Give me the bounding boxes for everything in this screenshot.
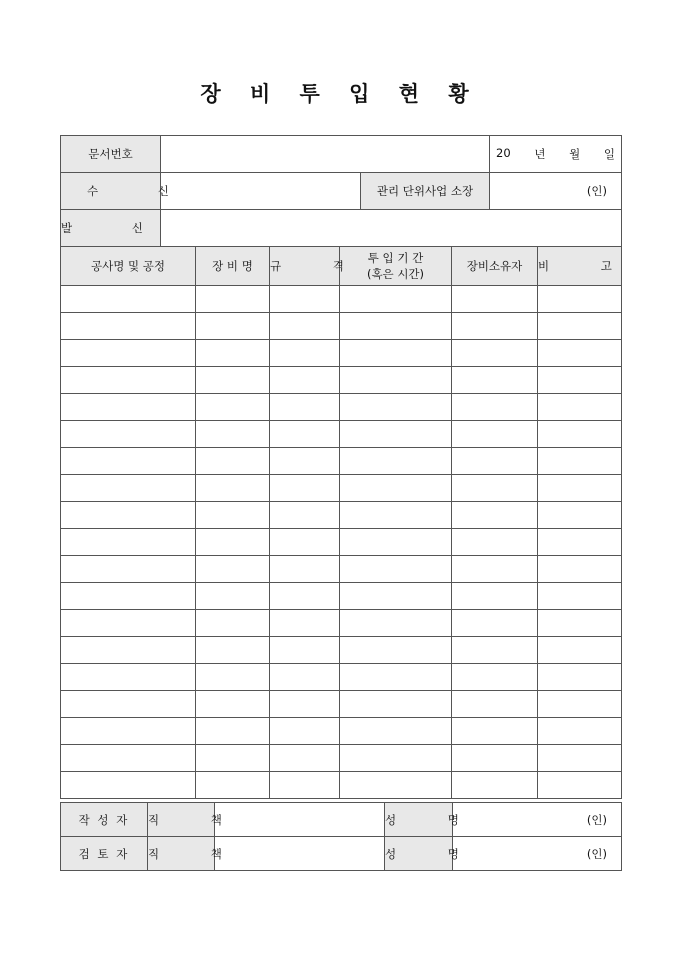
cell-remarks[interactable] — [538, 745, 622, 772]
cell-owner[interactable] — [452, 286, 538, 313]
cell-work[interactable] — [61, 691, 196, 718]
cell-spec[interactable] — [270, 691, 340, 718]
cell-remarks[interactable] — [538, 772, 622, 799]
cell-work[interactable] — [61, 529, 196, 556]
cell-period[interactable] — [340, 610, 452, 637]
cell-period[interactable] — [340, 583, 452, 610]
col-work: 공사명 및 공정 — [61, 247, 196, 286]
cell-work[interactable] — [61, 475, 196, 502]
cell-spec[interactable] — [270, 529, 340, 556]
cell-owner[interactable] — [452, 664, 538, 691]
writer-position-label — [148, 803, 246, 837]
cell-owner[interactable] — [452, 637, 538, 664]
cell-period[interactable] — [340, 502, 452, 529]
cell-period[interactable] — [340, 394, 452, 421]
cell-spec[interactable] — [270, 448, 340, 475]
reviewer-name-text: 성 명 — [385, 846, 483, 861]
cell-equipment[interactable] — [196, 583, 270, 610]
cell-spec[interactable] — [270, 745, 340, 772]
cell-remarks[interactable] — [538, 421, 622, 448]
cell-period[interactable] — [340, 664, 452, 691]
equipment-table-header — [61, 247, 622, 286]
cell-equipment[interactable] — [196, 529, 270, 556]
cell-remarks[interactable] — [538, 340, 622, 367]
date-year-unit: 년 — [534, 147, 546, 161]
cell-remarks[interactable] — [538, 637, 622, 664]
cell-remarks[interactable] — [538, 502, 622, 529]
table-row — [61, 718, 622, 745]
cell-spec[interactable] — [270, 421, 340, 448]
send-field[interactable] — [161, 210, 622, 247]
cell-equipment[interactable] — [196, 367, 270, 394]
cell-owner[interactable] — [452, 718, 538, 745]
cell-spec[interactable] — [270, 475, 340, 502]
cell-period[interactable] — [340, 313, 452, 340]
cell-equipment[interactable] — [196, 286, 270, 313]
cell-spec[interactable] — [270, 394, 340, 421]
date-month-unit: 월 — [569, 147, 581, 161]
writer-name-text: 성 명 — [385, 812, 483, 827]
table-row — [61, 637, 622, 664]
date-field[interactable] — [490, 136, 622, 173]
cell-owner[interactable] — [452, 448, 538, 475]
cell-remarks[interactable] — [538, 610, 622, 637]
cell-work[interactable] — [61, 448, 196, 475]
table-row — [61, 394, 622, 421]
cell-equipment[interactable] — [196, 610, 270, 637]
cell-work[interactable] — [61, 313, 196, 340]
table-row — [61, 448, 622, 475]
send-row — [61, 210, 622, 247]
cell-owner[interactable] — [452, 367, 538, 394]
cell-remarks[interactable] — [538, 394, 622, 421]
date-year: 20 — [496, 146, 511, 160]
cell-period[interactable] — [340, 745, 452, 772]
cell-remarks[interactable] — [538, 448, 622, 475]
col-spec — [270, 247, 368, 286]
cell-work[interactable] — [61, 718, 196, 745]
cell-work[interactable] — [61, 610, 196, 637]
cell-equipment[interactable] — [196, 502, 270, 529]
cell-work[interactable] — [61, 583, 196, 610]
cell-equipment[interactable] — [196, 556, 270, 583]
cell-owner[interactable] — [452, 745, 538, 772]
cell-equipment[interactable] — [196, 421, 270, 448]
cell-period[interactable] — [340, 691, 452, 718]
cell-work[interactable] — [61, 772, 196, 799]
cell-period[interactable] — [340, 637, 452, 664]
reviewer-position-text: 직 책 — [148, 846, 246, 861]
doc-number-label: 문서번호 — [61, 136, 161, 173]
date-day-unit: 일 — [603, 147, 615, 161]
cell-equipment[interactable] — [196, 637, 270, 664]
cell-spec[interactable] — [270, 664, 340, 691]
cell-work[interactable] — [61, 394, 196, 421]
cell-equipment[interactable] — [196, 475, 270, 502]
cell-equipment[interactable] — [196, 313, 270, 340]
cell-owner[interactable] — [452, 475, 538, 502]
cell-work[interactable] — [61, 286, 196, 313]
cell-remarks[interactable] — [538, 664, 622, 691]
table-row — [61, 772, 622, 799]
cell-owner[interactable] — [452, 610, 538, 637]
cell-spec[interactable] — [270, 286, 340, 313]
cell-remarks[interactable] — [538, 367, 622, 394]
cell-period[interactable] — [340, 529, 452, 556]
cell-period[interactable] — [340, 772, 452, 799]
cell-period[interactable] — [340, 475, 452, 502]
table-row — [61, 610, 622, 637]
writer-row — [61, 803, 622, 837]
cell-equipment[interactable] — [196, 745, 270, 772]
writer-position-text: 직 책 — [148, 812, 246, 827]
cell-work[interactable] — [61, 421, 196, 448]
cell-remarks[interactable] — [538, 475, 622, 502]
cell-owner[interactable] — [452, 394, 538, 421]
table-row — [61, 286, 622, 313]
cell-work[interactable] — [61, 556, 196, 583]
cell-equipment[interactable] — [196, 340, 270, 367]
col-remarks-text: 비 고 — [538, 259, 636, 273]
cell-spec[interactable] — [270, 610, 340, 637]
receive-row — [61, 173, 622, 210]
cell-remarks[interactable] — [538, 313, 622, 340]
table-row — [61, 745, 622, 772]
cell-owner[interactable] — [452, 340, 538, 367]
equipment-rows — [61, 286, 622, 799]
cell-remarks[interactable] — [538, 718, 622, 745]
cell-owner[interactable] — [452, 772, 538, 799]
cell-spec[interactable] — [270, 772, 340, 799]
document-header-table — [60, 135, 622, 247]
cell-owner[interactable] — [452, 556, 538, 583]
equipment-table — [60, 246, 636, 799]
cell-equipment[interactable] — [196, 772, 270, 799]
cell-period[interactable] — [340, 448, 452, 475]
send-label-text: 발 신 — [61, 221, 171, 235]
cell-period[interactable] — [340, 367, 452, 394]
cell-remarks[interactable] — [538, 556, 622, 583]
receive-label-text: 수 신 — [87, 184, 197, 198]
table-row — [61, 664, 622, 691]
table-row — [61, 502, 622, 529]
col-period-line1: 투 입 기 간 — [367, 251, 424, 265]
reviewer-name-label — [385, 837, 483, 871]
cell-remarks[interactable] — [538, 529, 622, 556]
cell-equipment[interactable] — [196, 394, 270, 421]
cell-period[interactable] — [340, 556, 452, 583]
table-row — [61, 583, 622, 610]
writer-name-label — [385, 803, 483, 837]
cell-spec[interactable] — [270, 367, 340, 394]
table-row — [61, 529, 622, 556]
cell-work[interactable] — [61, 502, 196, 529]
cell-equipment[interactable] — [196, 718, 270, 745]
cell-remarks[interactable] — [538, 286, 622, 313]
cell-spec[interactable] — [270, 556, 340, 583]
cell-equipment[interactable] — [196, 664, 270, 691]
cell-owner[interactable] — [452, 691, 538, 718]
cell-spec[interactable] — [270, 637, 340, 664]
cell-remarks[interactable] — [538, 583, 622, 610]
manager-seal-field[interactable] — [490, 173, 622, 210]
reviewer-row — [61, 837, 622, 871]
cell-work[interactable] — [61, 367, 196, 394]
cell-spec[interactable] — [270, 313, 340, 340]
col-owner: 장비소유자 — [452, 247, 538, 286]
cell-equipment[interactable] — [196, 691, 270, 718]
cell-period[interactable] — [340, 286, 452, 313]
reviewer-position-label — [148, 837, 246, 871]
table-row — [61, 556, 622, 583]
cell-owner[interactable] — [452, 502, 538, 529]
cell-owner[interactable] — [452, 313, 538, 340]
cell-spec[interactable] — [270, 718, 340, 745]
col-equipment: 장 비 명 — [196, 247, 270, 286]
writer-label: 작 성 자 — [61, 803, 148, 837]
cell-remarks[interactable] — [538, 691, 622, 718]
cell-owner[interactable] — [452, 583, 538, 610]
table-row — [61, 475, 622, 502]
reviewer-seal-mark: (인) — [586, 846, 607, 861]
cell-owner[interactable] — [452, 421, 538, 448]
receive-label — [61, 173, 197, 210]
doc-number-field[interactable] — [161, 136, 490, 173]
page-title: 장 비 투 입 현 황 — [200, 81, 480, 106]
cell-period[interactable] — [340, 340, 452, 367]
cell-period[interactable] — [340, 718, 452, 745]
table-row — [61, 367, 622, 394]
table-row — [61, 421, 622, 448]
cell-period[interactable] — [340, 421, 452, 448]
cell-spec[interactable] — [270, 340, 340, 367]
table-row — [61, 691, 622, 718]
cell-work[interactable] — [61, 637, 196, 664]
reviewer-label: 검 토 자 — [61, 837, 148, 871]
doc-number-row — [61, 136, 622, 173]
cell-spec[interactable] — [270, 583, 340, 610]
table-row — [61, 313, 622, 340]
send-label — [61, 210, 171, 247]
seal-mark: (인) — [586, 184, 607, 198]
writer-seal-mark: (인) — [586, 812, 607, 827]
cell-owner[interactable] — [452, 529, 538, 556]
signature-table — [60, 802, 622, 871]
cell-spec[interactable] — [270, 502, 340, 529]
cell-work[interactable] — [61, 340, 196, 367]
col-period-line2: (혹은 시간) — [366, 267, 425, 281]
table-row — [61, 340, 622, 367]
manager-label: 관리 단위사업 소장 — [361, 173, 490, 210]
cell-work[interactable] — [61, 745, 196, 772]
cell-work[interactable] — [61, 664, 196, 691]
cell-equipment[interactable] — [196, 448, 270, 475]
col-spec-text: 규 격 — [270, 259, 368, 273]
col-remarks — [538, 247, 636, 286]
